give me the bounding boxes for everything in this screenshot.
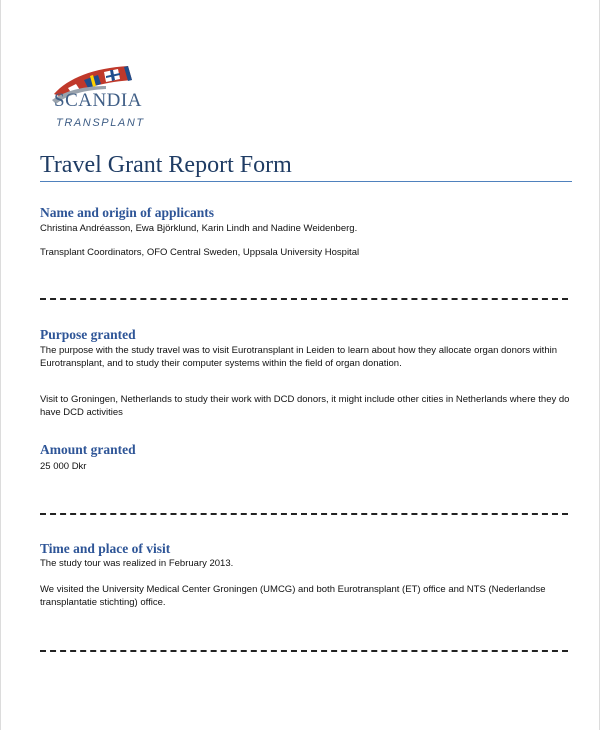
section-divider bbox=[40, 650, 568, 652]
page-title: Travel Grant Report Form bbox=[40, 152, 292, 178]
amount-value: 25 000 Dkr bbox=[40, 461, 87, 472]
purpose-groningen-paragraph: Visit to Groningen, Netherlands to study their work with DCD donors, it might include other cities in Netherlands where they do have DCD activities bbox=[40, 394, 570, 418]
applicants-origin: Transplant Coordinators, OFO Central Sweden, Uppsala University Hospital bbox=[40, 247, 360, 258]
section-heading-time-place: Time and place of visit bbox=[40, 541, 171, 556]
section-heading-applicants: Name and origin of applicants bbox=[40, 205, 215, 220]
section-divider bbox=[40, 513, 568, 515]
purpose-paragraph: The purpose with the study travel was to visit Eurotransplant in Leiden to learn about how they allocate organ donors within Eurotransplant, and to study their computer systems within the field of organ donation. bbox=[40, 345, 557, 369]
section-heading-purpose: Purpose granted bbox=[40, 327, 136, 342]
logo-subtitle-text: TRANSPLANT bbox=[56, 117, 145, 129]
place-paragraph: We visited the University Medical Center Groningen (UMCG) and both Eurotransplant (ET) office and NTS (Nederlandse transplantatie stichting) office. bbox=[40, 584, 546, 608]
applicants-names: Christina Andréasson, Ewa Björklund, Karin Lindh and Nadine Weidenberg. bbox=[40, 223, 358, 234]
logo-name-text: SCANDIA bbox=[54, 90, 142, 111]
scandia-transplant-logo bbox=[46, 60, 158, 136]
time-paragraph: The study tour was realized in February 2013. bbox=[40, 558, 234, 569]
title-underline bbox=[40, 181, 572, 182]
section-divider bbox=[40, 298, 568, 300]
section-heading-amount: Amount granted bbox=[40, 442, 136, 457]
